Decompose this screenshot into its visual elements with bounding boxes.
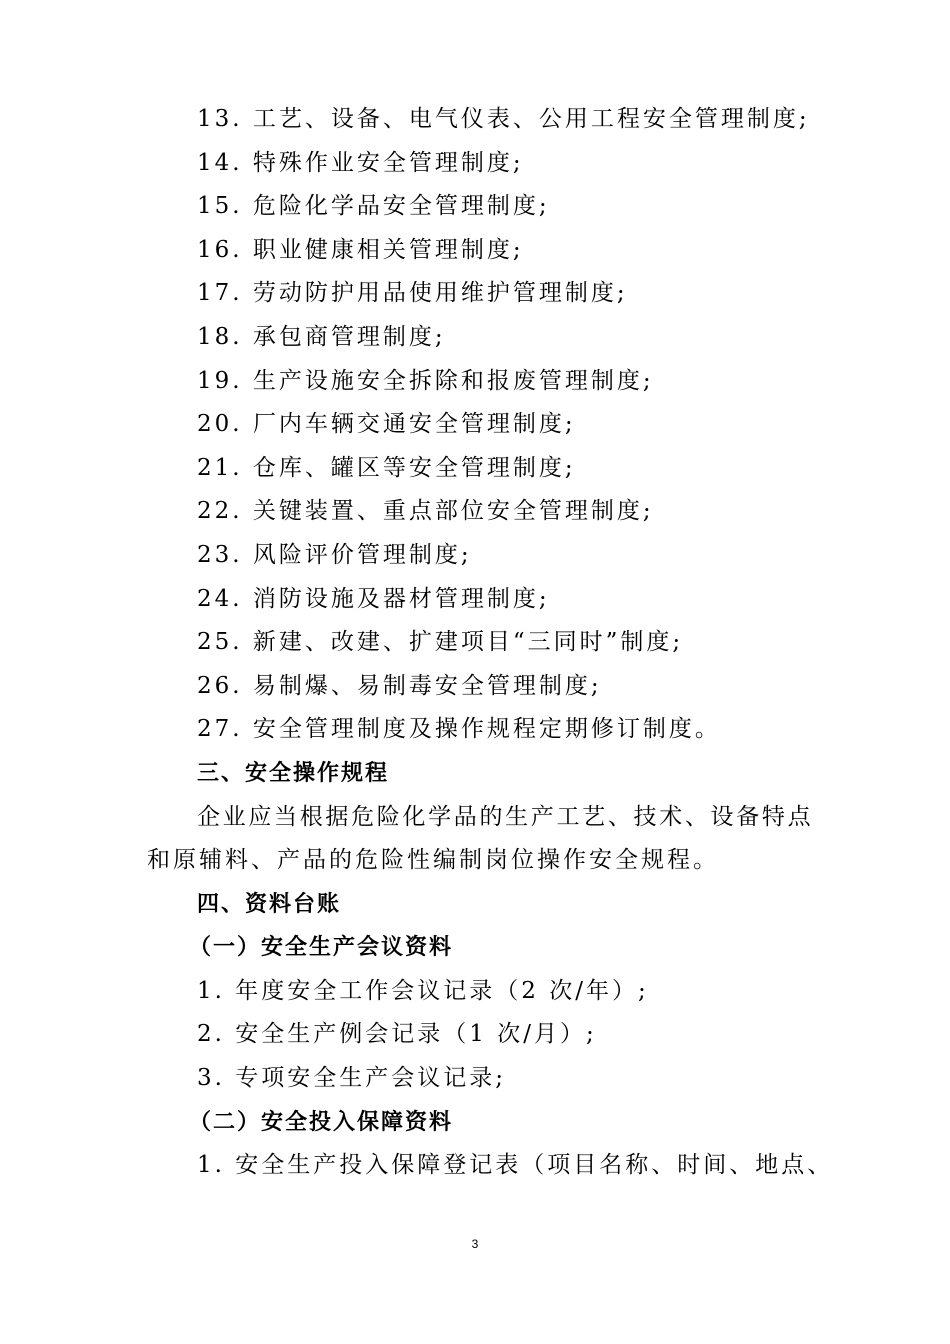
list-item: 3. 专项安全生产会议记录;	[197, 1065, 507, 1092]
section-3-paragraph-line-1: 企业应当根据危险化学品的生产工艺、技术、设备特点	[197, 803, 813, 830]
list-item: 15. 危险化学品安全管理制度;	[197, 193, 550, 220]
list-item: 13. 工艺、设备、电气仪表、公用工程安全管理制度;	[197, 106, 810, 132]
list-item: 27. 安全管理制度及操作规程定期修订制度。	[197, 716, 721, 743]
list-item: 20. 厂内车辆交通安全管理制度;	[197, 411, 576, 438]
page-number: 3	[471, 1237, 479, 1251]
list-item: 14. 特殊作业安全管理制度;	[197, 149, 524, 176]
list-item: 16. 职业健康相关管理制度;	[197, 236, 524, 263]
section-4-heading: 四、资料台账	[197, 891, 342, 917]
list-item: 24. 消防设施及器材管理制度;	[197, 585, 550, 612]
list-item: 22. 关键装置、重点部位安全管理制度;	[197, 498, 654, 525]
list-item: 17. 劳动防护用品使用维护管理制度;	[197, 280, 628, 307]
section-3-heading: 三、安全操作规程	[197, 760, 390, 786]
subsection-1-heading: （一）安全生产会议资料	[189, 935, 454, 961]
list-item: 19. 生产设施安全拆除和报废管理制度;	[197, 367, 654, 394]
section-3-paragraph-line-2: 和原辅料、产品的危险性编制岗位操作安全规程。	[147, 847, 719, 874]
list-item: 23. 风险评价管理制度;	[197, 541, 472, 568]
list-item: 18. 承包商管理制度;	[197, 323, 446, 350]
page-content	[147, 98, 834, 1188]
list-item: 1. 安全生产投入保障登记表（项目名称、时间、地点、	[197, 1152, 834, 1179]
list-item: 2. 安全生产例会记录（1 次/月）;	[197, 1021, 597, 1048]
list-item: 21. 仓库、罐区等安全管理制度;	[197, 454, 576, 481]
list-item: 26. 易制爆、易制毒安全管理制度;	[197, 672, 602, 699]
subsection-2-heading: （二）安全投入保障资料	[189, 1109, 454, 1135]
list-item: 25. 新建、改建、扩建项目“三同时”制度;	[197, 629, 684, 656]
list-item: 1. 年度安全工作会议记录（2 次/年）;	[197, 977, 649, 1004]
